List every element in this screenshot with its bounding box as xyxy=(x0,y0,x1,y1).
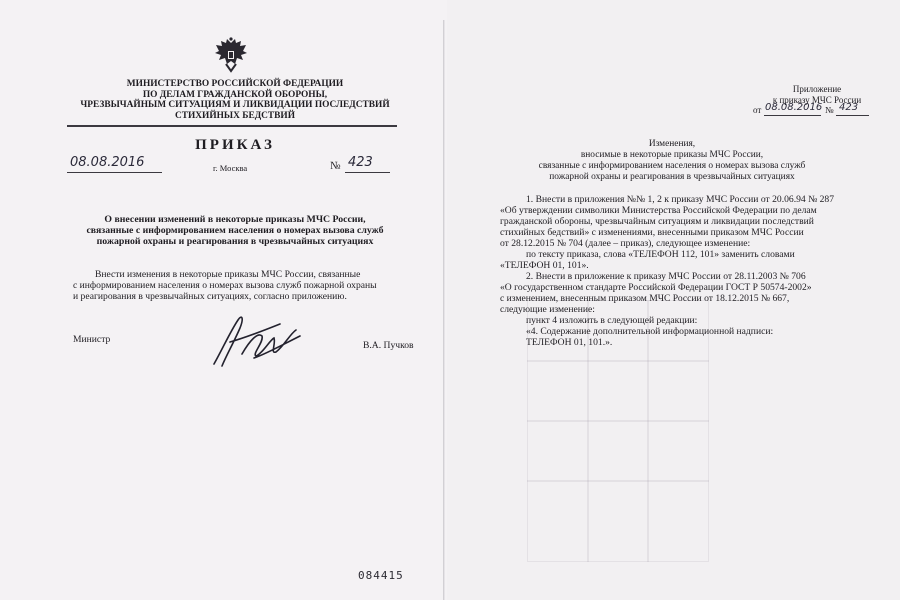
appendix-date: 08.08.2016 xyxy=(765,102,823,113)
title-line: связанные с информированием населения о номерах вызова служб xyxy=(86,225,384,236)
order-body xyxy=(73,269,415,302)
show-through-rule xyxy=(527,360,709,362)
ministry-line: ПО ДЕЛАМ ГРАЖДАНСКОЙ ОБОРОНЫ, xyxy=(142,89,328,100)
heading-line: вносимые в некоторые приказы МЧС России, xyxy=(580,150,764,160)
city-label: г. Москва xyxy=(213,163,248,173)
order-title xyxy=(60,214,410,247)
body-line: «ТЕЛЕФОН 01, 101». xyxy=(500,260,589,271)
signer-title: Министр xyxy=(73,334,111,345)
ministry-line: МИНИСТЕРСТВО РОССИЙСКОЙ ФЕДЕРАЦИИ xyxy=(126,79,344,89)
appendix-page xyxy=(447,0,900,600)
serial-number: 084415 xyxy=(358,569,404,582)
body-line: 2. Внести в приложение к приказу МЧС России от 28.11.2003 № 706 xyxy=(526,271,806,282)
number-underline xyxy=(345,172,390,173)
appendix-number: 423 xyxy=(839,102,859,113)
page-fold xyxy=(443,20,445,600)
show-through-rule xyxy=(527,480,709,482)
appendix-line: к приказу МЧС России xyxy=(772,94,862,105)
ministry-header xyxy=(60,79,410,121)
appendix-line: Приложение xyxy=(792,84,842,94)
heading-line: пожарной охраны и реагирования в чрезвычайных ситуациях xyxy=(549,172,795,182)
body-line: ТЕЛЕФОН 01, 101.». xyxy=(526,337,613,348)
title-line: О внесении изменений в некоторые приказы МЧС России, xyxy=(104,214,366,225)
order-number: 423 xyxy=(348,155,373,170)
number-sign: № xyxy=(330,160,341,172)
appendix-from: от xyxy=(753,105,762,115)
body-line: и реагирования в чрезвычайных ситуациях, согласно приложению. xyxy=(73,291,347,302)
body-line: с изменением, внесенным приказом МЧС России от 18.12.2015 № 667, xyxy=(500,293,790,304)
appendix-date-underline xyxy=(764,115,821,116)
body-line: 1. Внести в приложения №№ 1, 2 к приказу МЧС России от 20.06.94 № 287 xyxy=(526,194,835,205)
body-line: «О государственном стандарте Российской Федерации ГОСТ Р 50574-2002» xyxy=(500,282,812,293)
body-line: следующие изменение: xyxy=(500,304,595,315)
heading-line: Изменения, xyxy=(648,139,696,149)
body-line: гражданской обороны, чрезвычайным ситуациям и ликвидации последствий xyxy=(500,216,814,227)
body-line: Внести изменения в некоторые приказы МЧС России, связанные xyxy=(95,269,361,280)
show-through-rule xyxy=(527,420,709,422)
appendix-number-underline xyxy=(836,115,869,116)
doc-type-title: ПРИКАЗ xyxy=(195,137,275,153)
ministry-line: СТИХИЙНЫХ БЕДСТВИЙ xyxy=(174,110,296,121)
date-underline xyxy=(67,172,162,173)
body-line: пункт 4 изложить в следующей редакции: xyxy=(526,315,698,326)
body-line: стихийных бедствий» с изменениями, внесенными приказом МЧС России xyxy=(500,227,804,238)
body-line: от 28.12.2015 № 704 (далее – приказ), следующее изменение: xyxy=(500,238,751,249)
ministry-line: ЧРЕЗВЫЧАЙНЫМ СИТУАЦИЯМ И ЛИКВИДАЦИИ ПОСЛЕДСТВИЙ xyxy=(80,100,390,110)
title-line: пожарной охраны и реагирования в чрезвычайных ситуациях xyxy=(96,236,374,247)
body-line: с информированием населения о номерах вызова служб пожарной охраны xyxy=(73,280,377,291)
changes-heading xyxy=(477,139,867,183)
coat-of-arms-icon xyxy=(214,37,248,73)
signer-name: В.А. Пучков xyxy=(363,340,414,351)
order-page xyxy=(0,0,447,600)
body-line: «4. Содержание дополнительной информационной надписи: xyxy=(526,326,774,337)
changes-body xyxy=(500,194,850,348)
heading-line: связанные с информированием населения о номерах вызова служб xyxy=(538,161,806,171)
signature-image xyxy=(200,310,310,372)
body-line: «Об утверждении символики Министерства Российской Федерации по делам xyxy=(500,205,817,216)
header-rule xyxy=(67,125,397,127)
appendix-number-sign: № xyxy=(825,105,834,115)
order-date: 08.08.2016 xyxy=(70,155,145,170)
body-line: по тексту приказа, слова «ТЕЛЕФОН 112, 101» заменить словами xyxy=(526,249,795,260)
